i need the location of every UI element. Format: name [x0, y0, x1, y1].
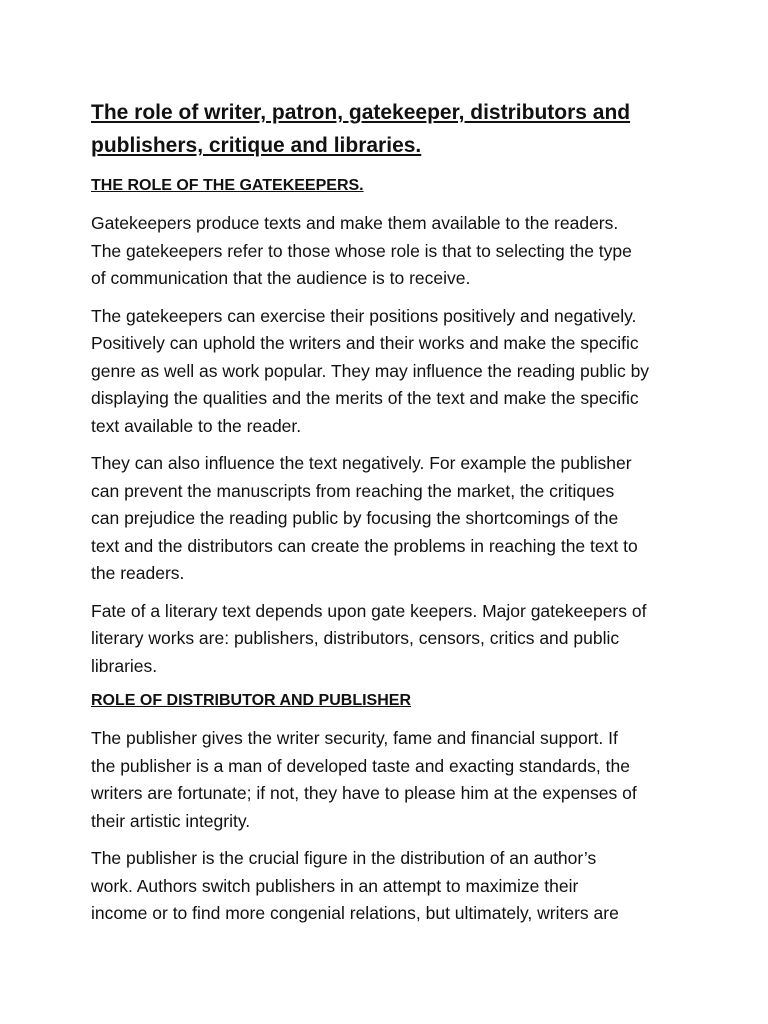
- section-heading-distributor-publisher: ROLE OF DISTRIBUTOR AND PUBLISHER: [91, 692, 412, 709]
- paragraph: The gatekeepers can exercise their positions positively and negatively. Positively can uphold the writers and their works and make the specific genre as well as work popular. They may influence the reading public by displaying the qualities and the merits of the text and make the specific text available to the reader.: [91, 305, 650, 436]
- paragraph: They can also influence the text negatively. For example the publisher can prevent the manuscripts from reaching the market, the critiques can prejudice the reading public by focusing the shortcomings of the text and the distributors can create the problems in reaching the text to the readers.: [91, 453, 638, 583]
- paragraph: Gatekeepers produce texts and make them available to the readers. The gatekeepers refer to those whose role is that to selecting the type of communication that the audience is to receive.: [91, 213, 632, 288]
- paragraph: The publisher gives the writer security, fame and financial support. If the publisher is a man of developed taste and exacting standards, the writers are fortunate; if not, they have to please him at the expenses of their artistic integrity.: [91, 728, 637, 831]
- document-page: [91, 96, 691, 938]
- paragraph: The publisher is the crucial figure in the distribution of an author’s work. Authors switch publishers in an attempt to maximize their income or to find more congenial relations, but ultimately, writers are: [91, 848, 619, 923]
- document-title: The role of writer, patron, gatekeeper, distributors and publishers, critique and libraries.: [91, 101, 631, 157]
- section-heading-gatekeepers: THE ROLE OF THE GATEKEEPERS.: [91, 177, 364, 194]
- paragraph: Fate of a literary text depends upon gate keepers. Major gatekeepers of literary works are: publishers, distributors, censors, critics and public libraries.: [91, 600, 647, 676]
